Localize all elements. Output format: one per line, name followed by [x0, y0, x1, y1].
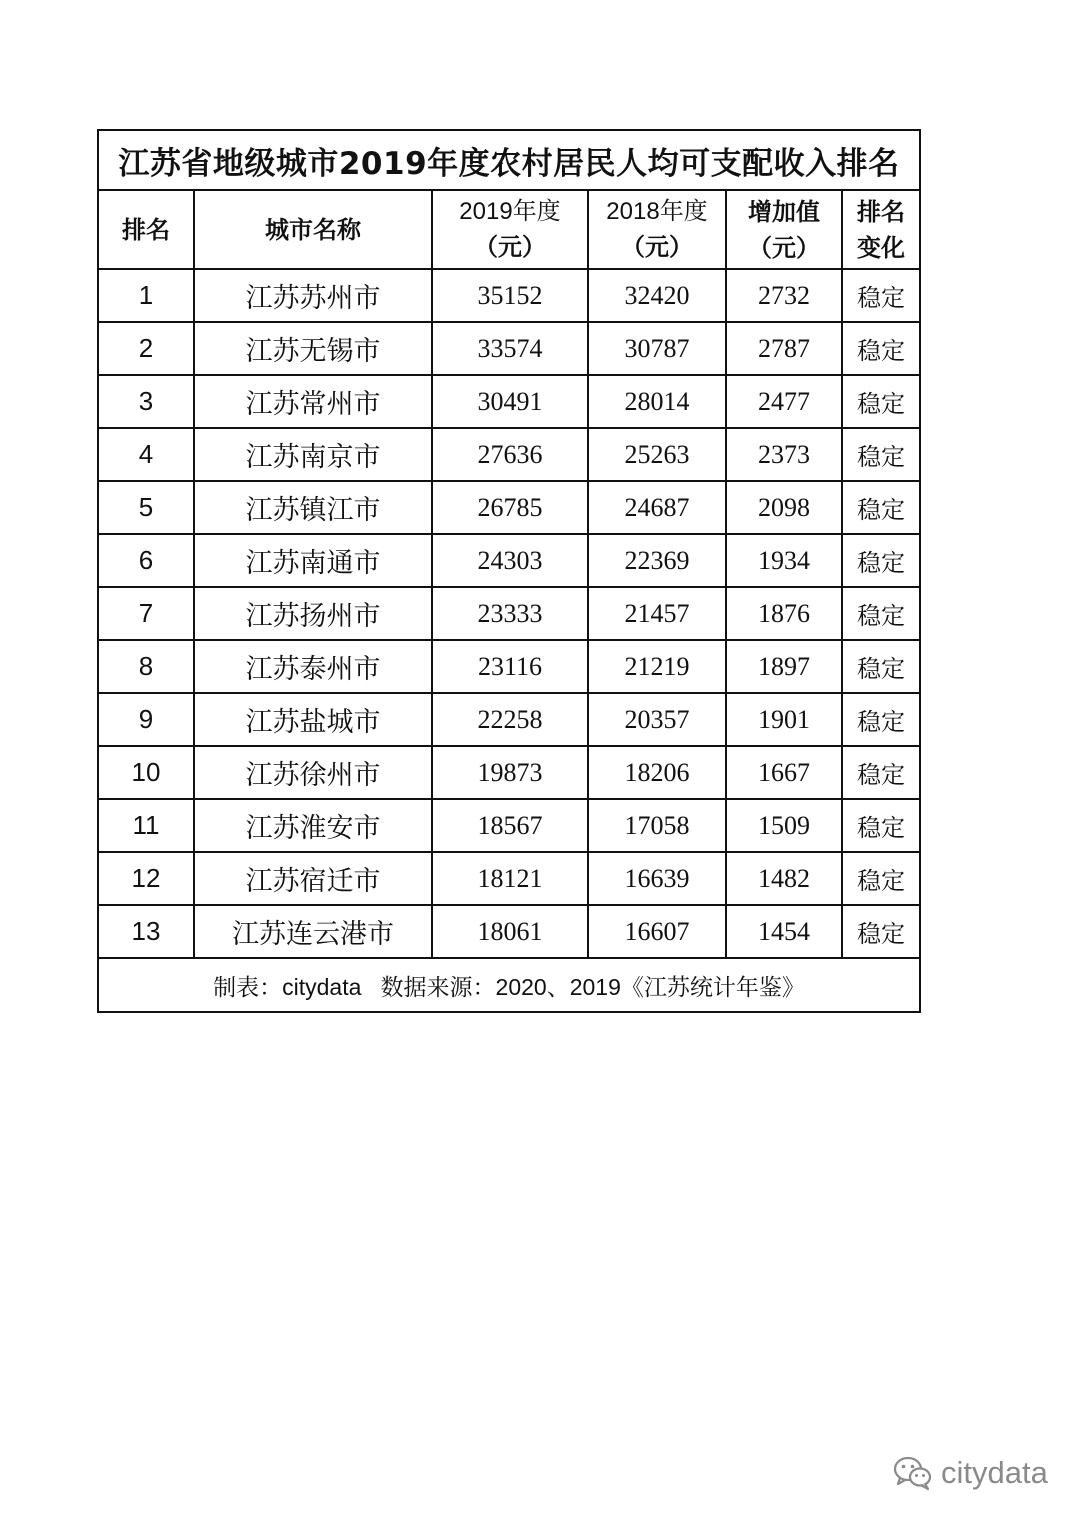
cell-city: 江苏宿迁市 — [194, 852, 432, 905]
cell-2019-income: 19873 — [432, 746, 588, 799]
header-rank-change — [842, 190, 920, 269]
table-row — [98, 269, 920, 322]
cell-rank-change: 稳定 — [842, 587, 920, 640]
cell-2018-income: 28014 — [588, 375, 726, 428]
cell-city: 江苏南京市 — [194, 428, 432, 481]
cell-2019-income: 30491 — [432, 375, 588, 428]
header-2018 — [588, 190, 726, 269]
cell-2018-income: 24687 — [588, 481, 726, 534]
table-row — [98, 746, 920, 799]
cell-increase: 2098 — [726, 481, 842, 534]
cell-2019-income: 27636 — [432, 428, 588, 481]
cell-2018-income: 18206 — [588, 746, 726, 799]
cell-2019-income: 18567 — [432, 799, 588, 852]
table-row — [98, 322, 920, 375]
watermark — [893, 1453, 1048, 1493]
cell-rank: 1 — [98, 269, 194, 322]
cell-2018-income: 32420 — [588, 269, 726, 322]
table-body — [98, 269, 920, 958]
header-increase-unit: （元） — [748, 233, 820, 262]
cell-rank: 10 — [98, 746, 194, 799]
cell-increase: 1454 — [726, 905, 842, 958]
cell-rank-change: 稳定 — [842, 269, 920, 322]
cell-rank: 9 — [98, 693, 194, 746]
cell-rank: 2 — [98, 322, 194, 375]
cell-rank-change: 稳定 — [842, 534, 920, 587]
cell-2019-income: 35152 — [432, 269, 588, 322]
cell-rank: 12 — [98, 852, 194, 905]
cell-city: 江苏南通市 — [194, 534, 432, 587]
table-row — [98, 481, 920, 534]
table-row — [98, 905, 920, 958]
cell-increase: 1482 — [726, 852, 842, 905]
cell-2019-income: 23333 — [432, 587, 588, 640]
cell-rank: 13 — [98, 905, 194, 958]
cell-increase: 1667 — [726, 746, 842, 799]
table-row — [98, 428, 920, 481]
cell-2019-income: 33574 — [432, 322, 588, 375]
table-row — [98, 799, 920, 852]
cell-city: 江苏泰州市 — [194, 640, 432, 693]
header-rank: 排名 — [98, 190, 194, 269]
cell-increase: 2732 — [726, 269, 842, 322]
cell-rank: 7 — [98, 587, 194, 640]
cell-rank: 4 — [98, 428, 194, 481]
table-row — [98, 375, 920, 428]
cell-city: 江苏徐州市 — [194, 746, 432, 799]
wechat-icon — [893, 1455, 933, 1491]
cell-2018-income: 16639 — [588, 852, 726, 905]
income-ranking-table-container — [97, 129, 919, 1013]
table-row — [98, 693, 920, 746]
cell-increase: 2373 — [726, 428, 842, 481]
cell-2018-income: 16607 — [588, 905, 726, 958]
cell-rank-change: 稳定 — [842, 428, 920, 481]
cell-rank-change: 稳定 — [842, 905, 920, 958]
cell-rank: 8 — [98, 640, 194, 693]
cell-2018-income: 21219 — [588, 640, 726, 693]
header-2019 — [432, 190, 588, 269]
table-title: 江苏省地级城市2019年度农村居民人均可支配收入排名 — [98, 130, 920, 190]
cell-rank-change: 稳定 — [842, 322, 920, 375]
cell-increase: 1897 — [726, 640, 842, 693]
header-increase-label: 增加值 — [748, 197, 820, 226]
cell-rank: 11 — [98, 799, 194, 852]
header-rank-change-line2: 变化 — [857, 233, 905, 262]
cell-rank-change: 稳定 — [842, 799, 920, 852]
header-2018-unit: （元） — [621, 233, 693, 261]
cell-2018-income: 22369 — [588, 534, 726, 587]
table-row — [98, 640, 920, 693]
cell-2018-income: 20357 — [588, 693, 726, 746]
cell-city: 江苏无锡市 — [194, 322, 432, 375]
cell-rank: 3 — [98, 375, 194, 428]
table-row — [98, 587, 920, 640]
cell-2018-income: 30787 — [588, 322, 726, 375]
cell-city: 江苏镇江市 — [194, 481, 432, 534]
cell-increase: 1934 — [726, 534, 842, 587]
income-ranking-table — [97, 129, 921, 1013]
cell-2019-income: 22258 — [432, 693, 588, 746]
cell-increase: 2477 — [726, 375, 842, 428]
cell-increase: 1876 — [726, 587, 842, 640]
table-footer-source: 制表：citydata 数据来源：2020、2019《江苏统计年鉴》 — [98, 958, 920, 1012]
cell-rank-change: 稳定 — [842, 640, 920, 693]
cell-2019-income: 23116 — [432, 640, 588, 693]
cell-city: 江苏盐城市 — [194, 693, 432, 746]
cell-2019-income: 26785 — [432, 481, 588, 534]
cell-2018-income: 21457 — [588, 587, 726, 640]
cell-rank-change: 稳定 — [842, 693, 920, 746]
cell-2019-income: 18121 — [432, 852, 588, 905]
cell-increase: 1509 — [726, 799, 842, 852]
header-rank-change-line1: 排名 — [857, 197, 905, 226]
cell-2018-income: 17058 — [588, 799, 726, 852]
header-2019-year: 2019年度 — [459, 197, 561, 225]
cell-city: 江苏连云港市 — [194, 905, 432, 958]
header-city: 城市名称 — [194, 190, 432, 269]
cell-increase: 2787 — [726, 322, 842, 375]
watermark-text: citydata — [941, 1455, 1048, 1490]
cell-city: 江苏苏州市 — [194, 269, 432, 322]
table-row — [98, 534, 920, 587]
cell-city: 江苏扬州市 — [194, 587, 432, 640]
header-increase — [726, 190, 842, 269]
cell-rank-change: 稳定 — [842, 746, 920, 799]
cell-city: 江苏常州市 — [194, 375, 432, 428]
cell-2019-income: 24303 — [432, 534, 588, 587]
cell-rank: 6 — [98, 534, 194, 587]
cell-rank-change: 稳定 — [842, 375, 920, 428]
cell-rank-change: 稳定 — [842, 481, 920, 534]
cell-rank-change: 稳定 — [842, 852, 920, 905]
cell-increase: 1901 — [726, 693, 842, 746]
cell-2018-income: 25263 — [588, 428, 726, 481]
cell-rank: 5 — [98, 481, 194, 534]
table-row — [98, 852, 920, 905]
cell-city: 江苏淮安市 — [194, 799, 432, 852]
header-2018-year: 2018年度 — [606, 197, 708, 225]
cell-2019-income: 18061 — [432, 905, 588, 958]
header-2019-unit: （元） — [474, 233, 546, 261]
